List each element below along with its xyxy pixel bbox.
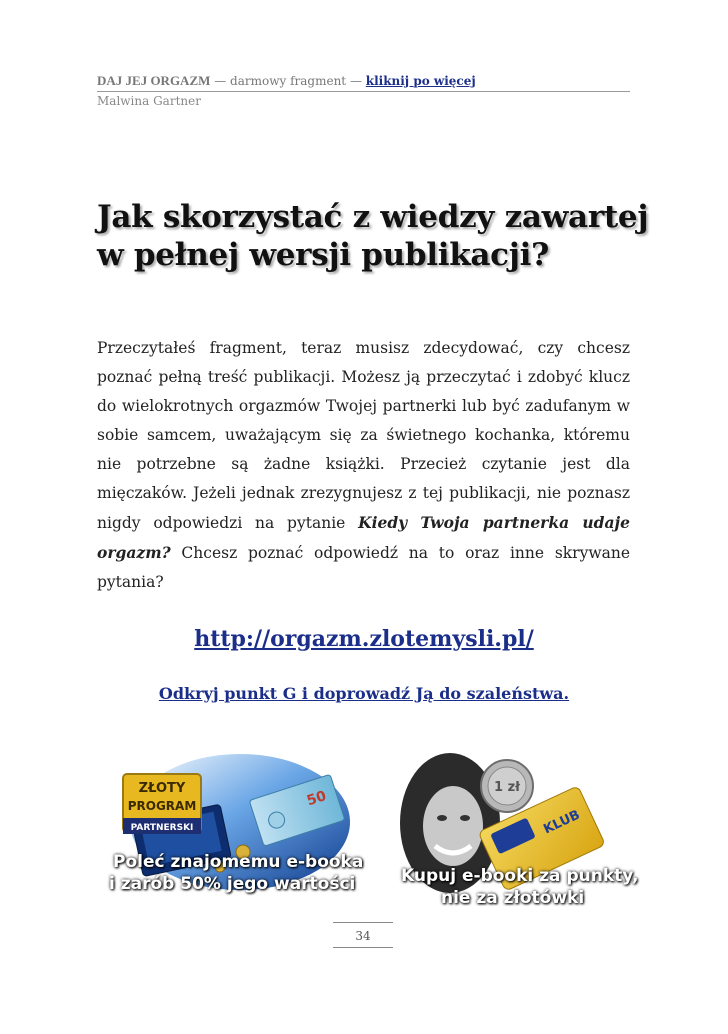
partner-caption-line-2: i zarób 50% jego wartości	[109, 874, 356, 894]
logo-line-1: ZŁOTY	[138, 781, 186, 796]
publication-url-link[interactable]: http://orgazm.zlotemysli.pl/	[194, 626, 534, 652]
gold-club-banner[interactable]	[395, 748, 639, 908]
club-caption-line-2: nie za złotówki	[441, 888, 585, 908]
more-link[interactable]: kliknij po więcej	[365, 74, 476, 88]
author-name: Malwina Gartner	[97, 94, 201, 108]
card-number: 50	[304, 788, 329, 810]
running-header	[97, 73, 630, 108]
body-paragraph	[97, 334, 630, 597]
coin-icon	[481, 760, 533, 812]
partner-program-banner[interactable]	[95, 752, 364, 900]
url-block	[0, 626, 728, 652]
body-text-part1: Przeczytałeś fragment, teraz musisz zdecydować, czy chcesz poznać pełną treść publikacji. Możesz ją przeczytać i zdobyć klucz do wielokrotnych orgazmów Twojej partnerki lub być zadufanym w sobie samcem, uważającym się za świetnego kochanka, któremu nie potrzebne są żadne książki. Przecież czytanie jest dla mięczaków. Jeżeli jednak zrezygnujesz z tej publikacji, nie poznasz nigdy odpowiedzi na pytanie	[97, 339, 630, 532]
title-line-2: w pełnej wersji publikacji?	[97, 237, 549, 273]
body-text-part2: Chcesz poznać odpowiedź na to oraz inne skrywane pytania?	[97, 544, 630, 591]
logo-line-3: PARTNERSKI	[130, 823, 194, 833]
page-number: 34	[333, 922, 393, 948]
header-separator: —	[210, 74, 231, 88]
header-title-line	[97, 73, 630, 92]
partner-caption-line-1: Poleć znajomemu e-booka	[113, 852, 364, 872]
title-line-1: Jak skorzystać z wiedzy zawartej	[97, 199, 649, 235]
zloty-program-logo	[123, 774, 201, 834]
logo-line-2: PROGRAM	[127, 799, 197, 813]
body-emphasis: Kiedy Twoja partnerka udaje orgazm?	[97, 513, 630, 562]
club-caption-line-1: Kupuj e-booki za punkty,	[401, 866, 639, 886]
club-card-text: KLUB	[541, 807, 583, 838]
header-separator: —	[346, 74, 366, 88]
tagline-block	[0, 684, 728, 703]
tagline-link[interactable]: Odkryj punkt G i doprowadź Ją do szaleństwa.	[158, 684, 570, 703]
page-title	[97, 198, 657, 274]
book-title: DAJ JEJ ORGAZM	[97, 73, 211, 88]
coin-text: 1 zł	[494, 780, 520, 795]
header-fragment-label: darmowy fragment	[230, 74, 347, 88]
